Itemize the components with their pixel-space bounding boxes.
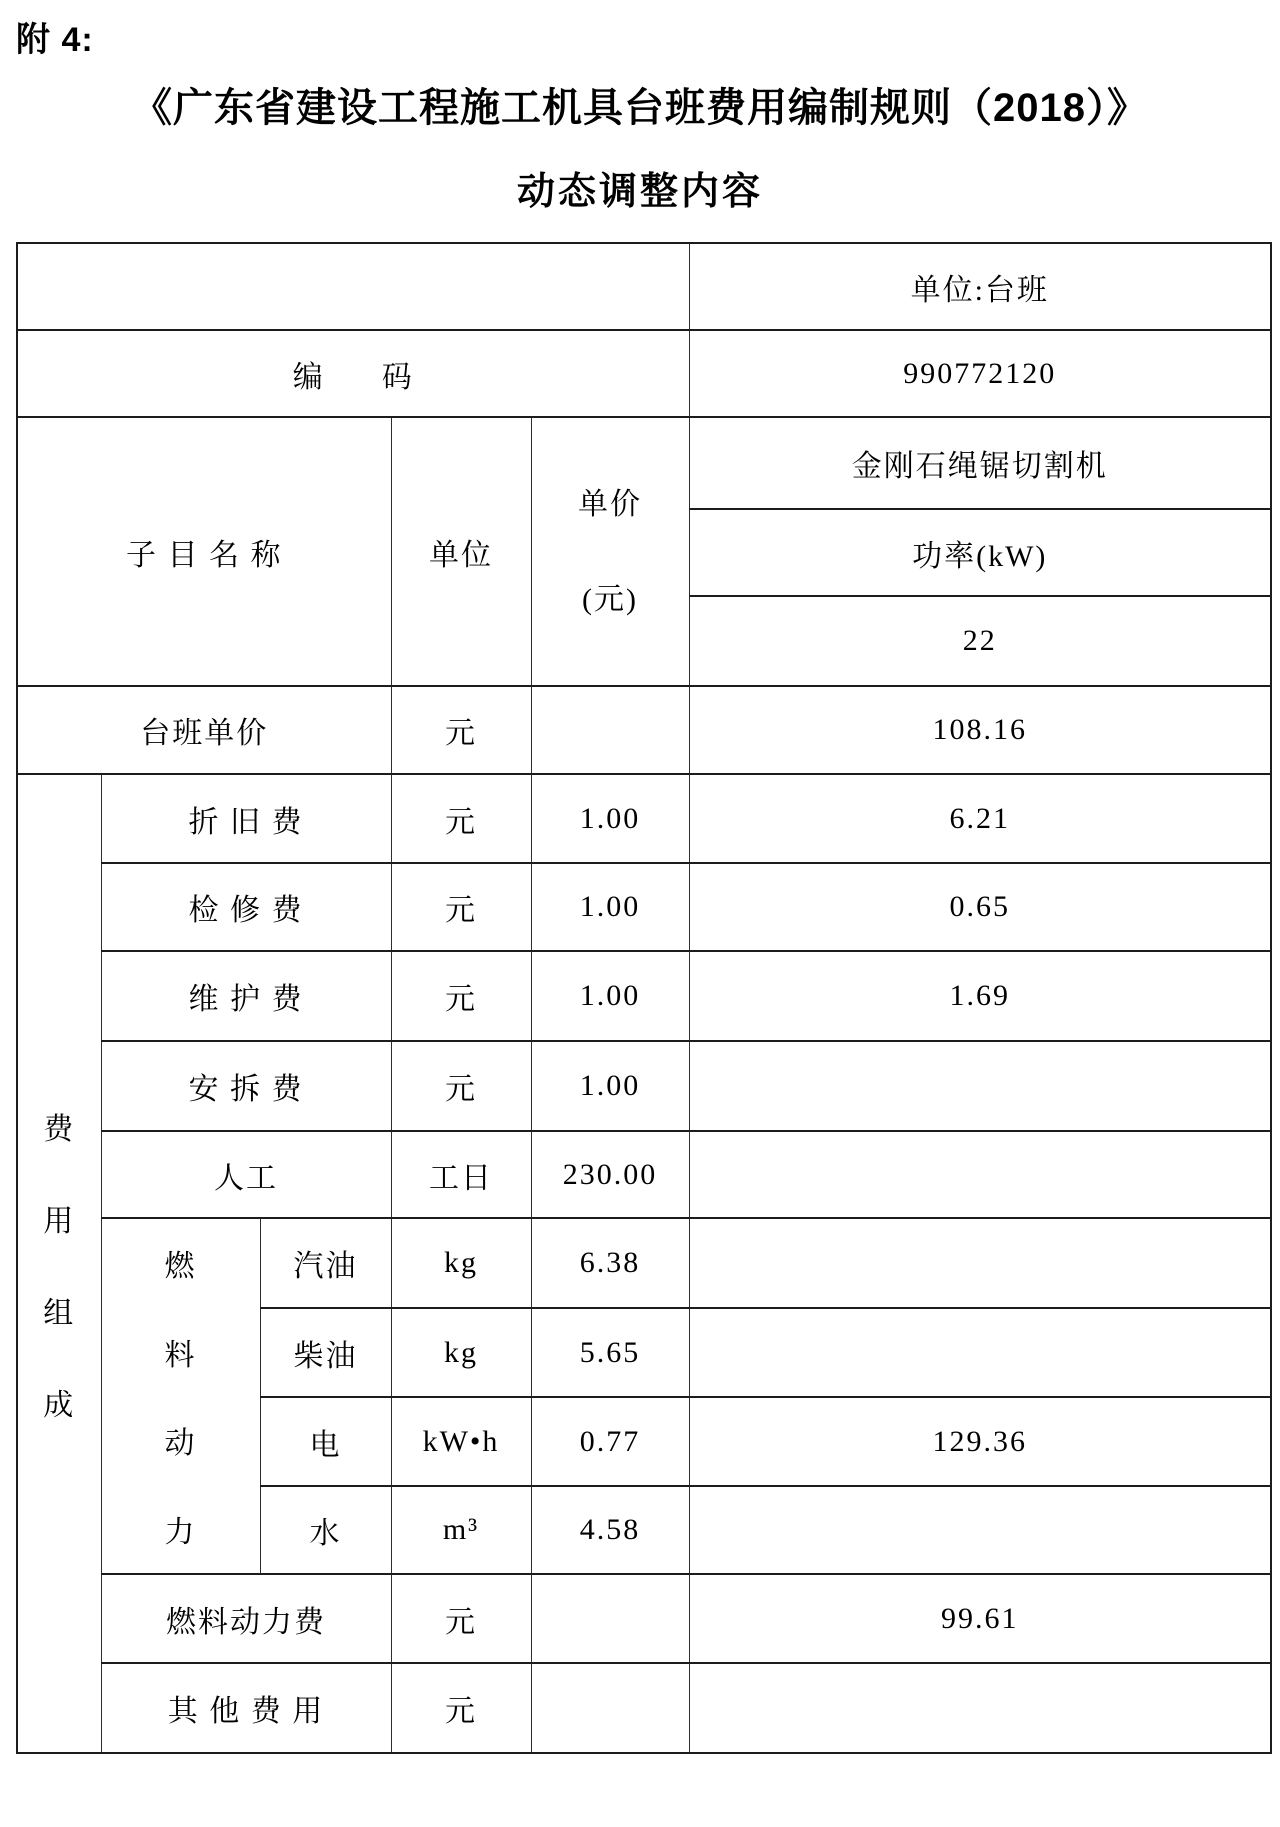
other-cost-label-cell: 其 他 费 用 <box>101 1663 391 1753</box>
table-row <box>17 863 1271 951</box>
fuel-row-value-cell <box>689 1218 1271 1308</box>
cost-row-price-cell: 1.00 <box>531 951 689 1041</box>
cost-row-price-cell: 230.00 <box>531 1131 689 1218</box>
fuel-row-value-cell <box>689 1308 1271 1397</box>
other-cost-value-cell <box>689 1663 1271 1753</box>
table-row <box>17 1218 1271 1308</box>
table-row <box>17 1041 1271 1131</box>
table-row <box>17 330 1271 417</box>
fuel-total-label-cell: 燃料动力费 <box>101 1574 391 1663</box>
cost-row-unit-cell: 元 <box>391 774 531 863</box>
table-row <box>17 243 1271 330</box>
shift-price-price-cell <box>531 686 689 774</box>
fuel-row-label-cell: 水 <box>260 1486 391 1574</box>
fuel-group-char: 力 <box>164 1515 197 1549</box>
fuel-row-label-cell: 汽油 <box>260 1218 391 1308</box>
cost-row-unit-cell: 元 <box>391 951 531 1041</box>
other-cost-unit-cell: 元 <box>391 1663 531 1753</box>
table-row <box>17 1131 1271 1218</box>
cost-row-unit-cell: 工日 <box>391 1131 531 1218</box>
fuel-row-price-cell: 0.77 <box>531 1397 689 1486</box>
fuel-row-price-cell: 6.38 <box>531 1218 689 1308</box>
fuel-total-price-cell <box>531 1574 689 1663</box>
fuel-row-unit-cell: kg <box>391 1218 531 1308</box>
cost-row-value-cell: 1.69 <box>689 951 1271 1041</box>
fuel-row-price-cell: 5.65 <box>531 1308 689 1397</box>
cost-row-label-cell: 人工 <box>101 1131 391 1218</box>
cost-group-char: 用 <box>43 1204 76 1238</box>
cost-row-label-cell: 维 护 费 <box>101 951 391 1041</box>
price-header-cell <box>531 417 689 686</box>
fuel-total-value-cell: 99.61 <box>689 1574 1271 1663</box>
fuel-row-value-cell <box>689 1486 1271 1574</box>
shift-price-value-cell: 108.16 <box>689 686 1271 774</box>
cost-row-value-cell <box>689 1131 1271 1218</box>
cost-row-price-cell: 1.00 <box>531 1041 689 1131</box>
item-name-header-cell: 子 目 名 称 <box>17 417 391 686</box>
cost-row-label-cell: 检 修 费 <box>101 863 391 951</box>
fuel-row-unit-cell: kg <box>391 1308 531 1397</box>
document-subtitle: 动态调整内容 <box>516 171 763 213</box>
cost-row-value-cell: 6.21 <box>689 774 1271 863</box>
machine-shift-cost-table <box>16 242 1272 1754</box>
machine-name-cell: 金刚石绳锯切割机 <box>689 417 1271 509</box>
shift-price-unit-cell: 元 <box>391 686 531 774</box>
cost-row-price-cell: 1.00 <box>531 774 689 863</box>
fuel-group-vertical-label <box>102 1219 260 1573</box>
table-row <box>17 774 1271 863</box>
fuel-total-unit-cell: 元 <box>391 1574 531 1663</box>
cost-row-value-cell <box>689 1041 1271 1131</box>
cost-row-unit-cell: 元 <box>391 863 531 951</box>
shift-price-label-cell: 台班单价 <box>17 686 391 774</box>
empty-cell <box>17 243 689 330</box>
attachment-label: 附 4: <box>16 21 94 59</box>
cost-row-label-cell: 折 旧 费 <box>101 774 391 863</box>
cost-row-price-cell: 1.00 <box>531 863 689 951</box>
code-label-cell: 编 码 <box>17 330 689 417</box>
cost-group-vertical-label <box>18 775 101 1752</box>
cost-group-char: 组 <box>43 1296 76 1330</box>
cost-row-unit-cell: 元 <box>391 1041 531 1131</box>
table-row <box>17 951 1271 1041</box>
fuel-row-value-cell: 129.36 <box>689 1397 1271 1486</box>
power-spec-value-cell: 22 <box>689 596 1271 686</box>
unit-header-cell: 单位 <box>391 417 531 686</box>
cost-group-char: 成 <box>43 1388 76 1422</box>
cost-row-label-cell: 安 拆 费 <box>101 1041 391 1131</box>
document-title: 《广东省建设工程施工机具台班费用编制规则（2018）》 <box>132 86 1148 130</box>
fuel-row-price-cell: 4.58 <box>531 1486 689 1574</box>
other-cost-price-cell <box>531 1663 689 1753</box>
cost-row-value-cell: 0.65 <box>689 863 1271 951</box>
fuel-row-unit-cell: kW•h <box>391 1397 531 1486</box>
fuel-group-char: 燃 <box>164 1250 197 1284</box>
fuel-group-char: 料 <box>164 1338 197 1372</box>
price-header-line1: 单价 <box>578 487 642 521</box>
table-row <box>17 686 1271 774</box>
table-row <box>17 1574 1271 1663</box>
fuel-group-vertical-label-cell <box>101 1218 260 1574</box>
table-row <box>17 1663 1271 1753</box>
unit-note: 单位:台班 <box>689 243 1271 330</box>
fuel-row-unit-cell: m³ <box>391 1486 531 1574</box>
price-header-line2: (元) <box>582 582 638 616</box>
fuel-row-label-cell: 电 <box>260 1397 391 1486</box>
fuel-group-char: 动 <box>164 1427 197 1461</box>
fuel-row-label-cell: 柴油 <box>260 1308 391 1397</box>
table-row <box>17 417 1271 509</box>
code-value-cell: 990772120 <box>689 330 1271 417</box>
cost-group-vertical-label-cell <box>17 774 101 1753</box>
power-spec-label-cell: 功率(kW) <box>689 509 1271 596</box>
cost-group-char: 费 <box>43 1112 76 1146</box>
